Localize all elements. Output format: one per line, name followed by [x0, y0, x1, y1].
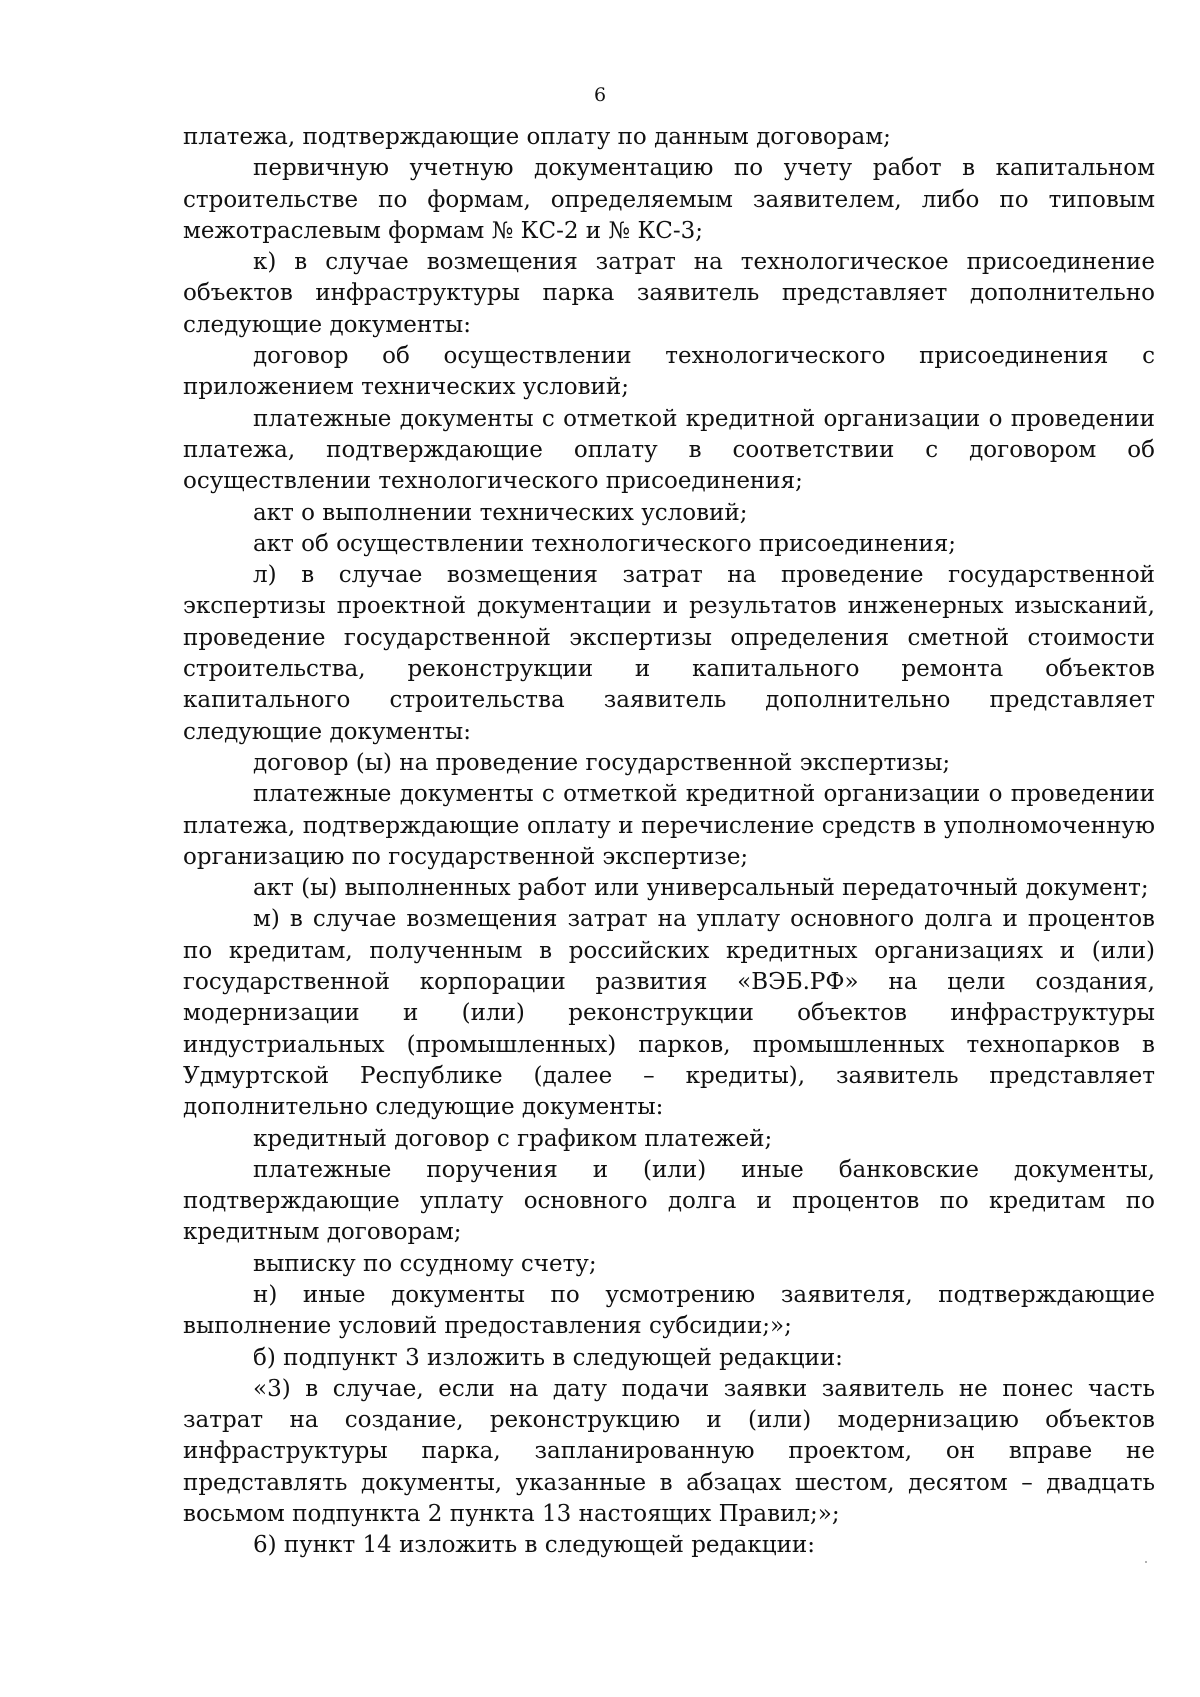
paragraph: м) в случае возмещения затрат на уплату основного долга и процентов по кредитам, полученным в российских кредитных организациях и (или) государственной корпорации развития «ВЭБ.РФ» на цели создания, модернизации и (или) реконструкции объектов инфраструктуры индустриальных (промышленных) парков, промышленных технопарков в Удмуртской Республике (далее – кредиты), заявитель представляет дополнительно следующие документы: [183, 906, 1155, 1121]
paragraph: б) подпункт 3 изложить в следующей редакции: [253, 1344, 843, 1371]
paragraph: л) в случае возмещения затрат на проведение государственной экспертизы проектной документации и результатов инженерных изысканий, проведение государственной экспертизы определения сметной стоимости строительства, реконструкции и капитального ремонта объектов капитального строительства заявитель дополнительно представляет следующие документы: [183, 562, 1155, 745]
paragraph: акт (ы) выполненных работ или универсальный передаточный документ; [253, 875, 1149, 902]
paragraph: н) иные документы по усмотрению заявителя, подтверждающие выполнение условий предоставления субсидии;»; [183, 1281, 1155, 1340]
paragraph: «3) в случае, если на дату подачи заявки заявитель не понес часть затрат на создание, реконструкцию и (или) модернизацию объектов инфраструктуры парка, запланированную проектом, он вправе не представлять документы, указанные в абзацах шестом, десятом – двадцать восьмом подпункта 2 пункта 13 настоящих Правил;»; [183, 1375, 1155, 1528]
paragraph: платежные поручения и (или) иные банковские документы, подтверждающие уплату основного долга и процентов по кредитам по кредитным договорам; [183, 1156, 1155, 1246]
paragraph: 6) пункт 14 изложить в следующей редакции: [253, 1532, 815, 1559]
paragraph: выписку по ссудному счету; [253, 1250, 597, 1277]
paragraph: договор об осуществлении технологического присоединения с приложением технических условий; [183, 343, 1155, 401]
paragraph: акт о выполнении технических условий; [253, 499, 748, 526]
paragraph: договор (ы) на проведение государственной экспертизы; [253, 749, 951, 776]
paragraph: платежные документы с отметкой кредитной организации о проведении платежа, подтверждающие оплату в соответствии с договором об осуществлении технологического присоединения; [183, 405, 1155, 495]
paragraph: платежа, подтверждающие оплату по данным договорам; [183, 124, 891, 150]
paragraph: акт об осуществлении технологического присоединения; [253, 530, 956, 557]
scan-speck [1145, 1561, 1147, 1563]
paragraph: первичную учетную документацию по учету работ в капитальном строительстве по формам, определяемым заявителем, либо по типовым межотраслевым формам № КС-2 и № КС-3; [183, 155, 1155, 244]
paragraph: кредитный договор с графиком платежей; [253, 1125, 773, 1152]
document-body [183, 122, 1155, 1562]
paragraph: к) в случае возмещения затрат на технологическое присоединение объектов инфраструктуры парка заявитель представляет дополнительно следующие документы: [183, 249, 1155, 338]
page-number: 6 [593, 84, 607, 106]
paragraph: платежные документы с отметкой кредитной организации о проведении платежа, подтверждающие оплату и перечисление средств в уполномоченную организацию по государственной экспертизе; [183, 781, 1155, 870]
